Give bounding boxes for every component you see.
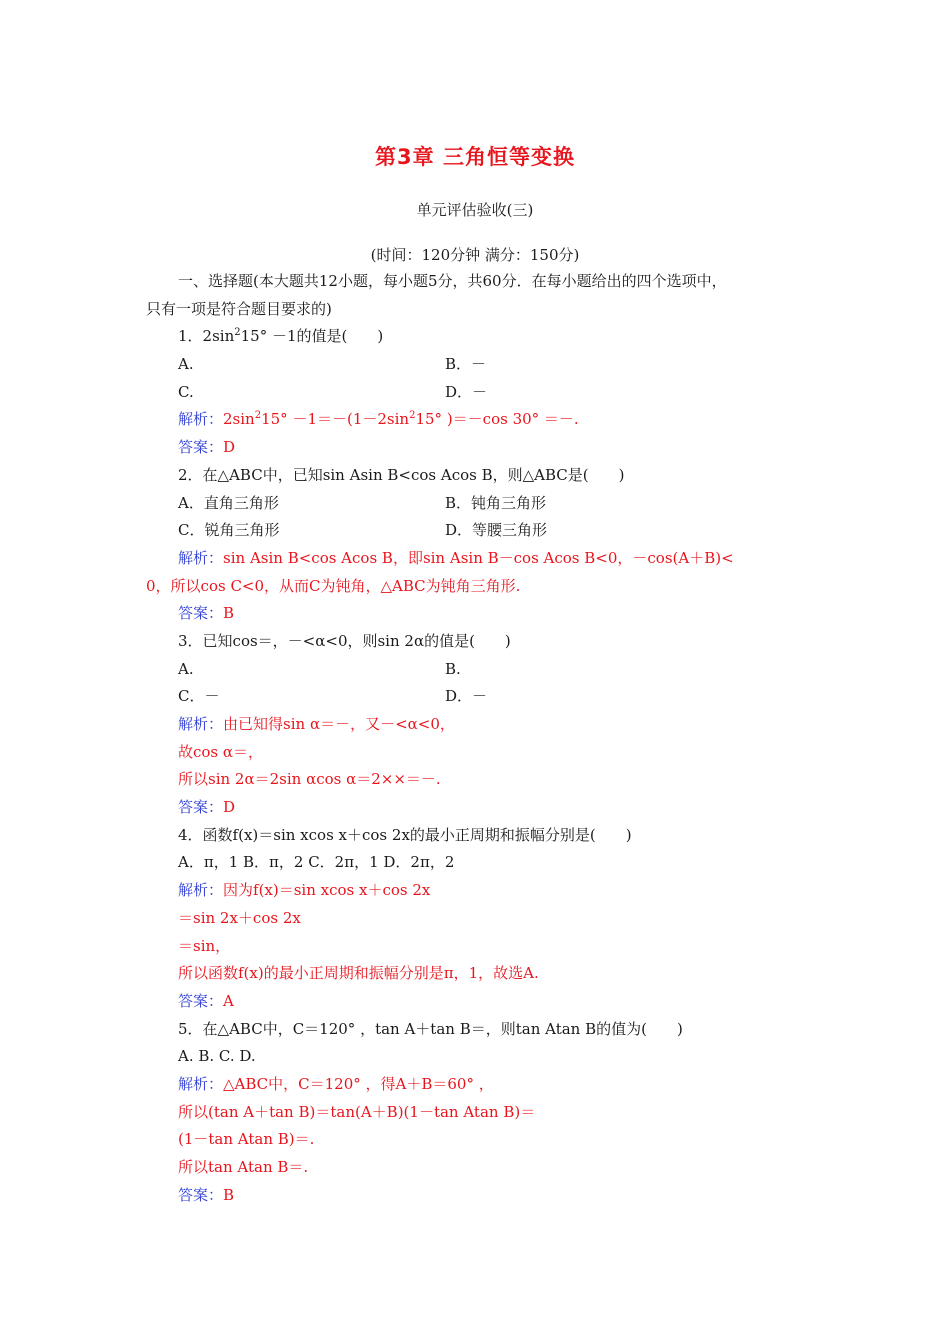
option-c: C．锐角三角形 <box>178 521 280 540</box>
answer-label: 答案： <box>178 438 224 457</box>
option-d: D．－ <box>445 382 488 401</box>
option-b: B．钝角三角形 <box>445 493 547 512</box>
section-intro-cont: 只有一项是符合题目要求的) <box>146 299 332 318</box>
question-5-solution-cont: (1－tan Atan B)＝. <box>178 1130 315 1149</box>
question-3-solution-cont: 故cos α＝， <box>178 742 264 761</box>
question-5-stem: 5．在△ABC中，C＝120° ，tan A＋tan B＝，则tan Atan B的值为( ) <box>178 1019 683 1038</box>
question-1-options-row2 <box>146 379 816 407</box>
question-5-answer: 答案：B <box>178 1185 235 1204</box>
time-info: (时间：120分钟 满分：150分) <box>370 246 580 264</box>
question-4-stem: 4．函数f(x)＝sin xcos x＋cos 2x的最小正周期和振幅分别是( ) <box>178 825 632 844</box>
question-content <box>146 268 816 1209</box>
question-5-solution: 解析：△ABC中，C＝120° ，得A＋B＝60° ， <box>178 1074 494 1093</box>
question-1-stem: 1．$2\sin^215^\circ -1$的值是( ) <box>178 327 384 346</box>
question-2-options-row2 <box>146 517 816 545</box>
option-a: A．直角三角形 <box>178 493 279 512</box>
unit-subtitle: 单元评估验收(三) <box>416 201 534 219</box>
option-b: B．－ <box>445 355 487 374</box>
option-d: D．－ <box>445 687 488 706</box>
question-2-answer: 答案：B <box>178 604 235 623</box>
question-3-stem: 3．已知cos＝，－<α<0，则sin 2α的值是( ) <box>178 631 511 650</box>
option-c: C．－ <box>178 687 220 706</box>
question-4-solution-cont: ＝sin 2x＋cos 2x <box>178 908 301 927</box>
option-b: B. <box>445 659 461 678</box>
answer-label: 答案： <box>178 1185 224 1204</box>
analysis-label: 解析： <box>178 410 224 429</box>
option-a: A. <box>178 355 194 374</box>
chapter-title: 第3章 三角恒等变换 <box>375 145 575 169</box>
question-3-options-row2 <box>146 683 816 711</box>
analysis-label: 解析： <box>178 715 224 733</box>
option-c: C. <box>178 382 194 401</box>
analysis-label: 解析： <box>178 881 224 900</box>
question-4-solution: 解析：因为f(x)＝sin xcos x＋cos 2x <box>178 881 431 900</box>
question-5-solution-cont: 所以(tan A＋tan B)＝tan(A＋B)(1－tan Atan B)＝ <box>178 1102 536 1121</box>
question-5-options: A. B. C. D. <box>178 1047 256 1066</box>
answer-label: 答案： <box>178 991 224 1010</box>
question-4-answer: 答案：A <box>178 991 234 1010</box>
question-2-stem: 2．在△ABC中，已知sin Asin B<cos Acos B，则△ABC是( ) <box>178 465 625 484</box>
analysis-label: 解析： <box>178 548 224 567</box>
analysis-label: 解析： <box>178 1074 224 1093</box>
question-3-solution-cont: 所以sin 2α＝2sin αcos α＝2××＝－. <box>178 770 441 789</box>
option-d: D．等腰三角形 <box>445 521 548 540</box>
question-4-solution-cont: 所以函数f(x)的最小正周期和振幅分别是π，1，故选A. <box>178 964 539 983</box>
question-3-options-row1 <box>146 656 816 684</box>
question-4-solution-cont: ＝sin， <box>178 936 231 955</box>
answer-label: 答案： <box>178 604 224 623</box>
question-1-answer: 答案：D <box>178 438 236 457</box>
question-2-solution-cont: 0，所以cos C<0，从而C为钝角，△ABC为钝角三角形. <box>146 576 521 595</box>
question-5-solution-cont: 所以tan Atan B＝. <box>178 1158 309 1176</box>
section-intro: 一、选择题(本大题共12小题，每小题5分，共60分．在每小题给出的四个选项中， <box>178 272 727 290</box>
question-2-solution: 解析：sin Asin B<cos Acos B，即sin Asin B－cos Acos B<0，－cos(A＋B)< <box>178 548 734 567</box>
question-4-options: A．π，1 B．π，2 C．2π，1 D．2π，2 <box>178 853 455 872</box>
answer-label: 答案： <box>178 798 224 817</box>
question-2-options-row1 <box>146 490 816 518</box>
question-3-solution: 解析：由已知得sin α＝－，又－<α<0， <box>178 715 455 733</box>
question-1-options-row1 <box>146 351 816 379</box>
question-1-solution: 解析：$2\sin^215^\circ -1=-(1-2\sin^215^\circ$ )＝－cos 30° ＝－. <box>178 410 579 429</box>
option-a: A. <box>178 659 194 678</box>
question-3-answer: 答案：D <box>178 798 236 817</box>
